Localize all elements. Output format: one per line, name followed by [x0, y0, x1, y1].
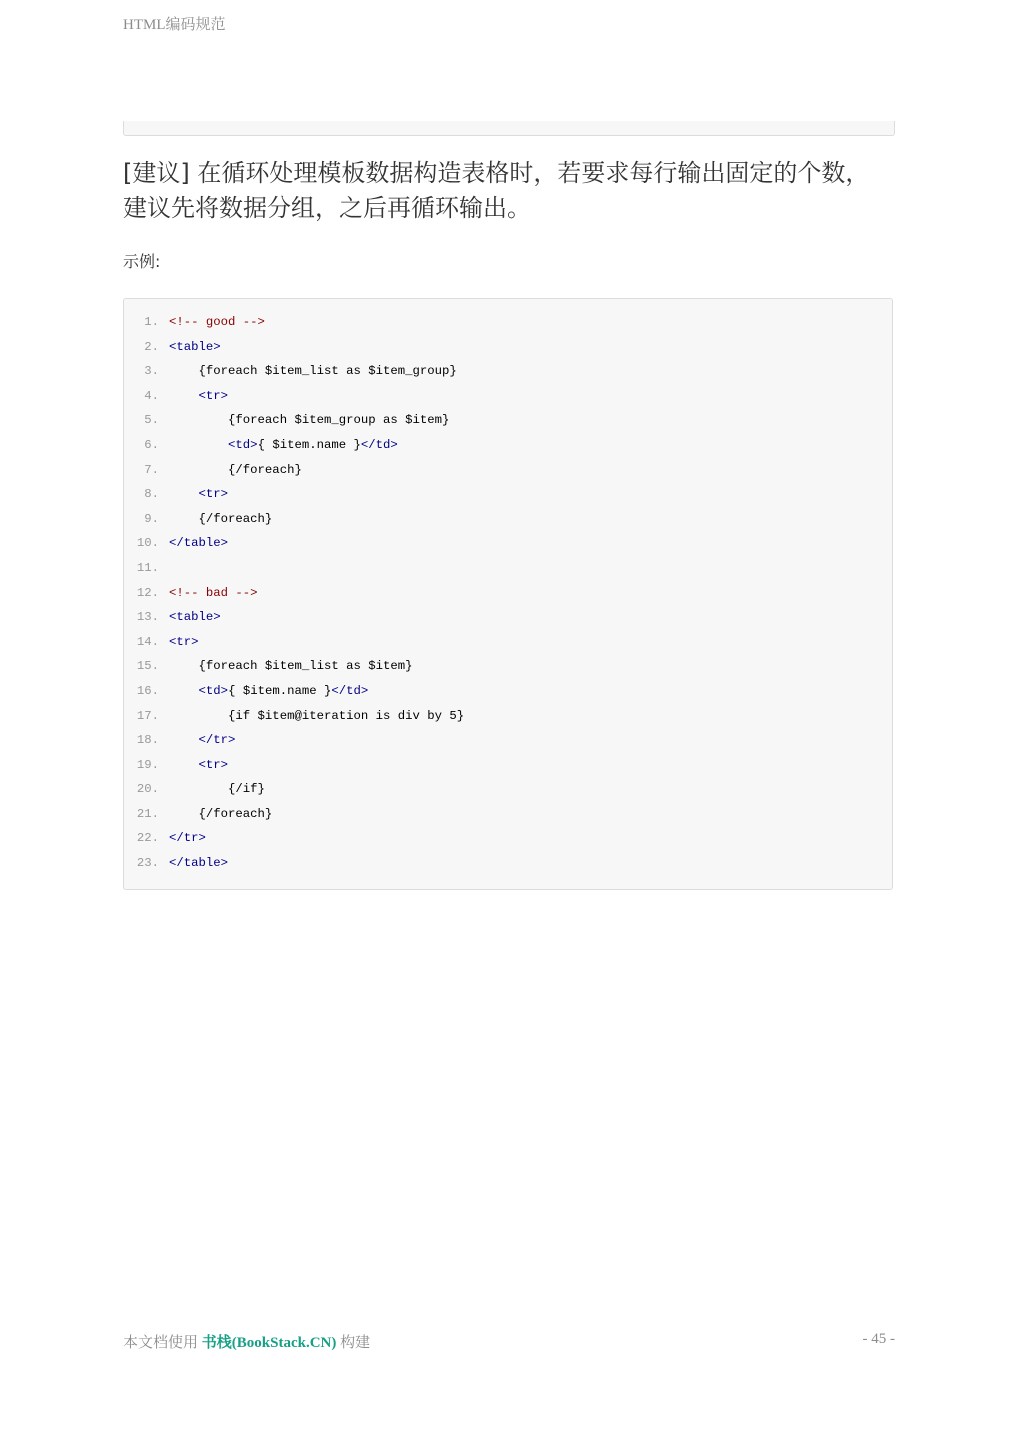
code-token-text: { $item.name }	[228, 683, 332, 698]
line-code	[169, 605, 221, 630]
code-line	[124, 458, 892, 483]
example-label: 示例:	[123, 252, 161, 271]
code-token-text: {/if}	[169, 782, 265, 797]
line-number: 6.	[144, 437, 159, 452]
line-number: 3.	[144, 364, 159, 379]
code-line	[124, 335, 892, 360]
code-token-comment: <!-- bad -->	[169, 585, 258, 600]
line-code	[169, 581, 258, 606]
line-code	[169, 384, 228, 409]
code-line	[124, 482, 892, 507]
code-token-tag: <table>	[169, 339, 221, 354]
line-code	[169, 704, 464, 729]
line-code	[169, 802, 272, 827]
code-line	[124, 728, 892, 753]
code-token-tag: </td>	[360, 437, 398, 452]
code-token-tag: </table>	[169, 536, 229, 551]
code-line	[124, 654, 892, 679]
bookstack-link[interactable]: 书栈(BookStack.CN)	[201, 1335, 337, 1351]
running-footer	[123, 1331, 370, 1352]
code-token-tag: <td>	[228, 437, 258, 452]
line-number: 12.	[136, 585, 159, 600]
line-code	[169, 408, 449, 433]
code-token-tag: </tr>	[169, 831, 206, 846]
code-line	[124, 384, 892, 409]
line-code	[169, 630, 199, 655]
line-number: 9.	[144, 511, 159, 526]
code-line	[124, 704, 892, 729]
code-token-text: {/foreach}	[169, 462, 302, 477]
code-token-text	[169, 487, 199, 501]
code-line	[124, 581, 892, 606]
code-line	[124, 310, 892, 335]
line-number: 17.	[136, 708, 159, 723]
code-token-text	[169, 684, 199, 698]
code-token-comment: <!-- good -->	[169, 315, 265, 329]
line-code	[169, 531, 228, 556]
line-code	[169, 458, 302, 483]
code-token-text	[169, 389, 199, 403]
code-line	[124, 753, 892, 778]
line-number: 16.	[136, 683, 159, 698]
line-code	[169, 335, 221, 360]
line-number: 13.	[136, 610, 159, 625]
line-number: 15.	[136, 659, 159, 674]
line-code	[169, 728, 235, 753]
code-line	[124, 359, 892, 384]
line-number: 11.	[136, 560, 159, 575]
code-line	[124, 802, 892, 827]
code-token-text: {if $item@iteration is div by 5}	[169, 708, 465, 723]
footer-prefix: 本文档使用	[123, 1335, 202, 1351]
line-code	[169, 654, 413, 679]
code-token-tag: </table>	[169, 856, 229, 871]
code-token-text: {foreach $item_list as $item_group}	[169, 364, 457, 379]
line-code	[169, 777, 265, 802]
code-token-tag: <tr>	[198, 388, 229, 403]
code-line	[124, 408, 892, 433]
line-number: 1.	[144, 315, 159, 329]
line-number: 7.	[144, 462, 159, 477]
code-token-text	[169, 758, 199, 772]
code-line	[124, 433, 892, 458]
code-token-text: {foreach $item_group as $item}	[169, 413, 450, 428]
line-code	[169, 851, 228, 876]
code-token-text: {foreach $item_list as $item}	[169, 659, 413, 674]
code-token-text: { $item.name }	[257, 437, 361, 452]
code-token-tag: <table>	[169, 610, 221, 625]
code-line	[124, 777, 892, 802]
code-line	[124, 851, 892, 876]
line-code	[169, 482, 228, 507]
code-line	[124, 556, 892, 581]
line-code	[169, 359, 457, 384]
line-number: 14.	[136, 634, 159, 649]
line-code	[169, 507, 272, 532]
previous-code-block-tail	[123, 121, 895, 136]
code-token-text	[169, 733, 199, 747]
line-number: 8.	[144, 487, 159, 502]
section-heading: [建议] 在循环处理模板数据构造表格时，若要求每行输出固定的个数，建议先将数据分组，之后再循环输出。	[123, 159, 870, 222]
line-number: 19.	[136, 757, 159, 772]
code-line	[124, 826, 892, 851]
page-number: - 45 -	[862, 1331, 895, 1347]
code-line	[124, 630, 892, 655]
code-token-text: {/foreach}	[169, 511, 273, 526]
code-token-tag: <td>	[198, 683, 229, 698]
code-token-tag: </td>	[331, 683, 369, 698]
code-token-tag: <tr>	[169, 634, 199, 649]
code-token-text: {/foreach}	[169, 806, 273, 821]
running-header: HTML编码规范	[123, 17, 226, 33]
line-code	[169, 679, 368, 704]
code-line	[124, 507, 892, 532]
code-token-text	[169, 438, 228, 452]
code-line	[124, 605, 892, 630]
line-number: 22.	[136, 831, 159, 846]
line-code	[169, 310, 265, 335]
line-number: 4.	[144, 388, 159, 403]
line-code	[169, 753, 228, 778]
line-code	[169, 433, 398, 458]
code-block	[123, 298, 893, 890]
line-number: 10.	[136, 536, 159, 551]
code-token-tag: <tr>	[198, 757, 229, 772]
code-line	[124, 531, 892, 556]
code-token-tag: <tr>	[198, 487, 229, 502]
footer-suffix: 构建	[336, 1335, 371, 1351]
line-number: 21.	[136, 806, 159, 821]
line-number: 20.	[136, 782, 159, 797]
line-number: 18.	[136, 733, 159, 748]
line-number: 5.	[144, 413, 159, 428]
line-code	[169, 826, 206, 851]
code-line	[124, 679, 892, 704]
line-number: 23.	[136, 856, 159, 871]
code-token-tag: </tr>	[198, 733, 236, 748]
line-number: 2.	[144, 339, 159, 354]
